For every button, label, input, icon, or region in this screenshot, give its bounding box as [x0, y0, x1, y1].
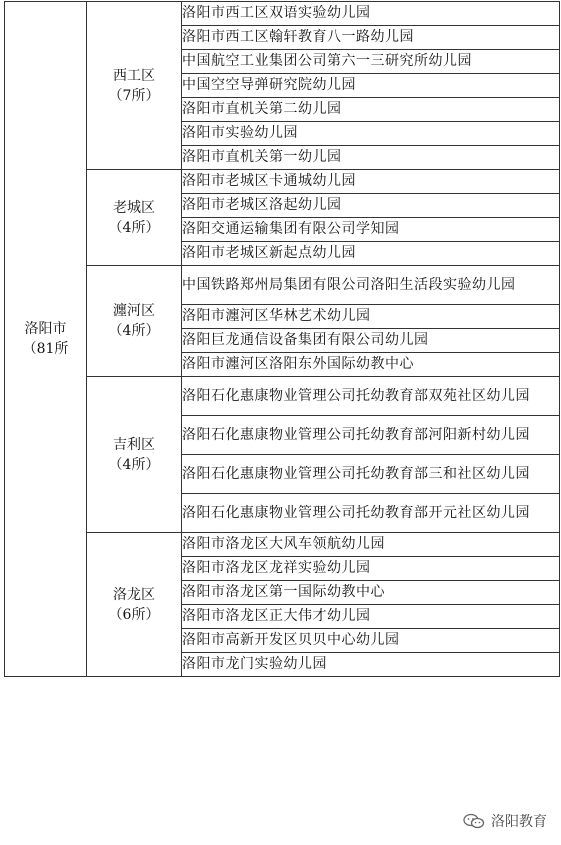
school-name: 洛阳市洛龙区龙祥实验幼儿园: [182, 557, 560, 581]
district-count: （4所）: [108, 456, 160, 473]
district-name: 老城区: [112, 199, 155, 216]
district-cell: [87, 170, 182, 266]
school-name: 洛阳石化惠康物业管理公司托幼教育部双苑社区幼儿园: [182, 377, 560, 416]
school-name: 洛阳市洛龙区大风车领航幼儿园: [182, 533, 560, 557]
district-count: （4所）: [108, 323, 160, 339]
school-name: 洛阳市洛龙区正大伟才幼儿园: [182, 605, 560, 629]
school-name: 中国空空导弹研究院幼儿园: [182, 74, 560, 98]
table-row: [5, 377, 560, 416]
school-name: 洛阳市瀍河区洛阳东外国际幼教中心: [182, 353, 560, 377]
kindergarten-table: [4, 1, 560, 677]
school-name: 洛阳石化惠康物业管理公司托幼教育部三和社区幼儿园: [182, 455, 560, 494]
school-name: 洛阳市西工区双语实验幼儿园: [182, 2, 560, 26]
watermark: [463, 811, 547, 831]
city-name: 洛阳市: [24, 321, 67, 337]
table-row: [5, 266, 560, 305]
watermark-text: 洛阳教育: [491, 814, 547, 830]
district-count: （7所）: [108, 87, 160, 104]
school-name: 洛阳市西工区翰轩教育八一路幼儿园: [182, 26, 560, 50]
table-row: [5, 170, 560, 194]
school-name: 洛阳市老城区洛起幼儿园: [182, 194, 560, 218]
district-cell: [87, 533, 182, 677]
wechat-icon: [463, 813, 485, 829]
district-cell: [87, 2, 182, 170]
district-name: 吉利区: [112, 436, 155, 453]
district-count: （6所）: [108, 606, 160, 623]
school-name: 洛阳交通运输集团有限公司学知园: [182, 218, 560, 242]
school-name: 洛阳市直机关第二幼儿园: [182, 98, 560, 122]
district-cell: [87, 377, 182, 533]
table-row: [5, 533, 560, 557]
school-name: 洛阳市实验幼儿园: [182, 122, 560, 146]
district-name: 西工区: [112, 67, 155, 84]
school-name: 洛阳石化惠康物业管理公司托幼教育部河阳新村幼儿园: [182, 416, 560, 455]
school-name: 中国铁路郑州局集团有限公司洛阳生活段实验幼儿园: [182, 266, 560, 305]
school-name: 洛阳市瀍河区华林艺术幼儿园: [182, 305, 560, 329]
city-cell: [5, 2, 87, 677]
school-name: 洛阳市洛龙区第一国际幼教中心: [182, 581, 560, 605]
school-name: 洛阳石化惠康物业管理公司托幼教育部开元社区幼儿园: [182, 494, 560, 533]
school-name: 洛阳市直机关第一幼儿园: [182, 146, 560, 170]
district-cell: [87, 266, 182, 377]
school-name: 洛阳巨龙通信设备集团有限公司幼儿园: [182, 329, 560, 353]
school-name: 中国航空工业集团公司第六一三研究所幼儿园: [182, 50, 560, 74]
table-row: [5, 2, 560, 26]
district-count: （4所）: [108, 219, 160, 236]
district-name: 瀍河区: [112, 303, 155, 319]
city-count: （81所: [22, 341, 69, 357]
school-name: 洛阳市老城区新起点幼儿园: [182, 242, 560, 266]
district-name: 洛龙区: [112, 586, 155, 603]
school-name: 洛阳市龙门实验幼儿园: [182, 653, 560, 677]
school-name: 洛阳市高新开发区贝贝中心幼儿园: [182, 629, 560, 653]
school-name: 洛阳市老城区卡通城幼儿园: [182, 170, 560, 194]
